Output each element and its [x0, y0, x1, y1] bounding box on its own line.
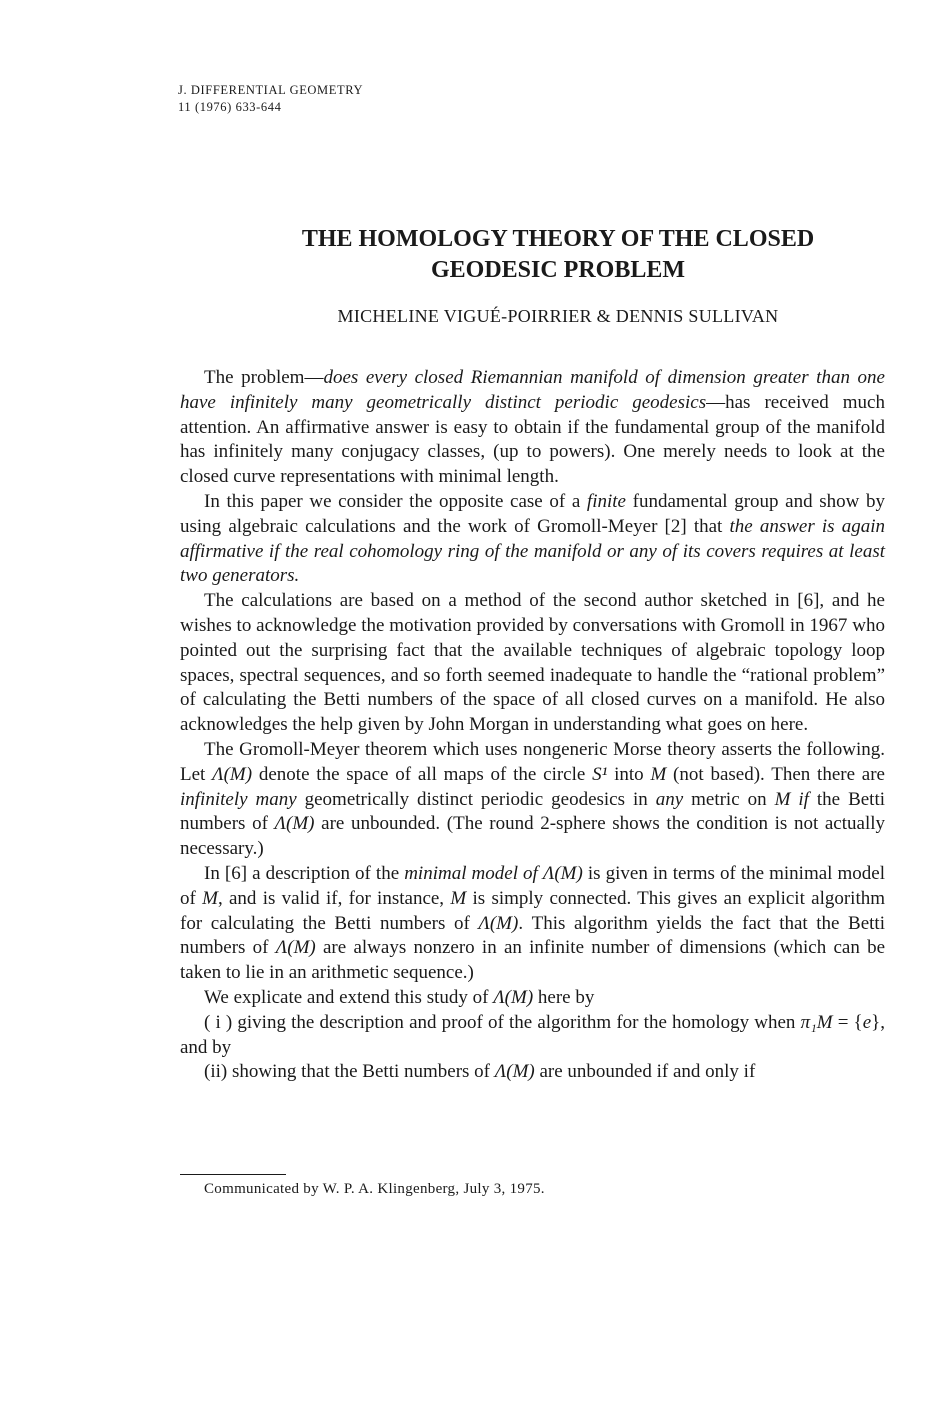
- journal-header: [178, 82, 363, 116]
- paragraph-6: We explicate and extend this study of Λ(M) here by: [204, 986, 595, 1008]
- body-text: [180, 366, 885, 1085]
- authors: MICHELINE VIGUÉ-POIRRIER & DENNIS SULLIVAN: [337, 306, 779, 326]
- footnote-rule: [180, 1174, 286, 1175]
- paragraph-1: The problem—does every closed Riemannian manifold of dimension greater than one have infinitely many geometrically distinct periodic geodesics—has received much attention. An affirmative answer is easy to obtain if the fundamental group of the manifold has infinitely many conjugacy classes, (up to powers). One merely needs to look at the closed curve representations with minimal length.: [180, 367, 885, 488]
- paragraph-2: In this paper we consider the opposite case of a finite fundamental group and show by using algebraic calculations and the work of Gromoll-Meyer [2] that the answer is again affirmative if the real cohomology ring of the manifold or any of its covers requires at least two generators.: [180, 490, 886, 587]
- paper-title: [150, 224, 944, 286]
- paragraph-5: In [6] a description of the minimal model of Λ(M) is given in terms of the minimal model of M, and is valid if, for instance, M is simply connected. This gives an explicit algorithm for calculating the Betti numbers of Λ(M). This algorithm yields the fact that the Betti numbers of Λ(M) are always nonzero in an infinite number of dimensions (which can be taken to lie in an arithmetic sequence.): [180, 862, 886, 984]
- title-line-1: THE HOMOLOGY THEORY OF THE CLOSED: [301, 226, 815, 252]
- paragraph-3: The calculations are based on a method of the second author sketched in [6], and he wishes to acknowledge the motivation provided by conversations with Gromoll in 1967 who pointed out the surprising fact that the available techniques of algebraic topology loop spaces, spectral sequences, and so forth seemed inadequate to handle the “rational problem” of calculating the Betti numbers of the space of all closed curves on a manifold. He also acknowledges the help given by John Morgan in understanding what goes on here.: [180, 590, 885, 736]
- journal-name: J. DIFFERENTIAL GEOMETRY: [178, 83, 364, 97]
- list-item-2: (ii) showing that the Betti numbers of Λ(M) are unbounded if and only if: [204, 1061, 756, 1083]
- journal-volume: 11 (1976) 633-644: [178, 100, 282, 114]
- footnote: Communicated by W. P. A. Klingenberg, July 3, 1975.: [204, 1181, 545, 1197]
- paragraph-4: The Gromoll-Meyer theorem which uses nongeneric Morse theory asserts the following. Let Λ(M) denote the space of all maps of the circle S¹ into M (not based). Then there are infinitely many geometrically distinct periodic geodesics in any metric on M if the Betti numbers of Λ(M) are unbounded. (The round 2-sphere shows the condition is not actually necessary.): [180, 738, 886, 860]
- title-line-2: GEODESIC PROBLEM: [430, 257, 686, 283]
- list-item-1: ( i ) giving the description and proof of the algorithm for the homology when π₁M = {e}, and by: [180, 1011, 885, 1058]
